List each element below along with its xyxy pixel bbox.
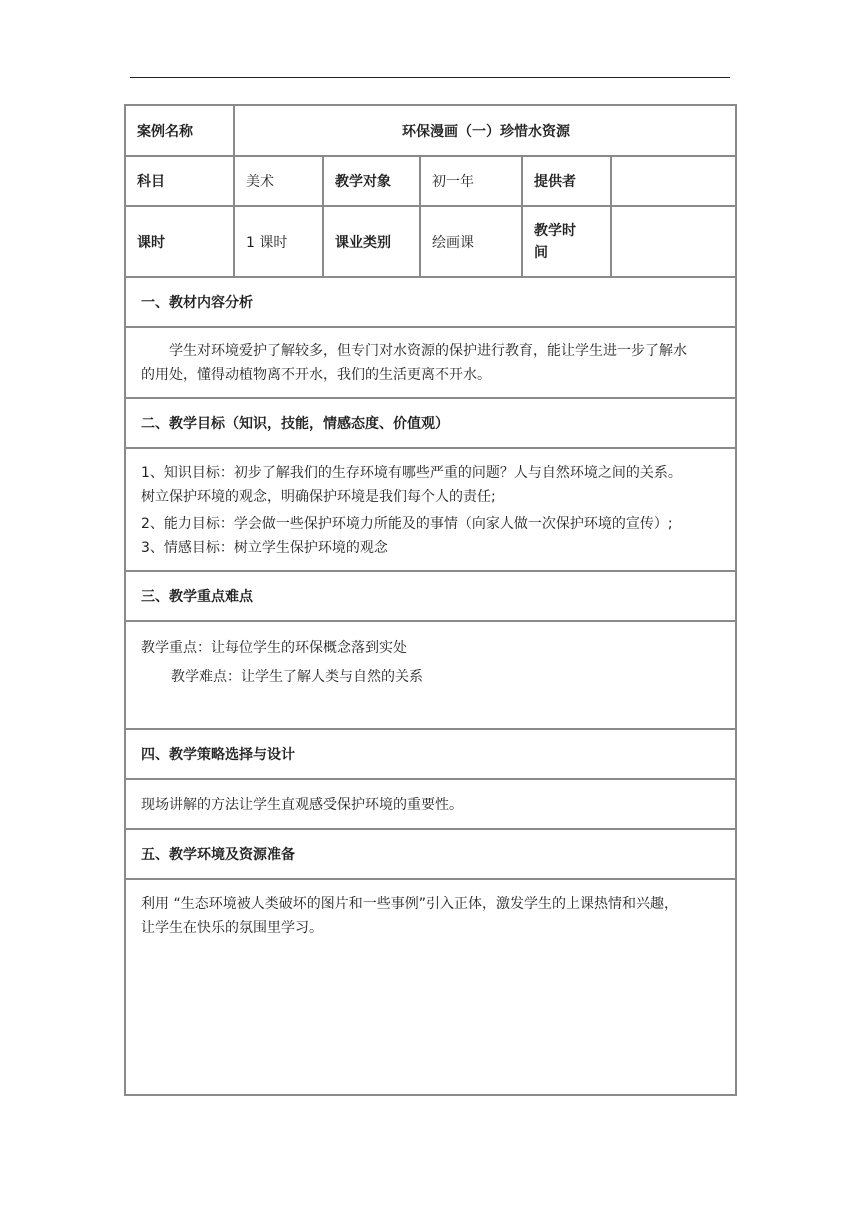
category-label: 课业类别 (324, 207, 421, 276)
section-5-body (126, 880, 735, 1094)
section-3-body (126, 622, 735, 730)
audience-value: 初一年 (421, 157, 523, 205)
section-2-line-2: 树立保护环境的观念，明确保护环境是我们每个人的责任; (141, 489, 496, 505)
category-value: 绘画课 (421, 207, 523, 276)
section-1-body (126, 328, 735, 399)
section-3-line-1: 教学重点：让每位学生的环保概念落到实处 (141, 640, 407, 656)
header-rule (130, 77, 730, 78)
section-4-body (126, 780, 735, 830)
hours-label: 课时 (126, 207, 235, 276)
section-1-line-1: 学生对环境爱护了解较多，但专门对水资源的保护进行教育，能让学生进一步了解水 (169, 343, 687, 359)
teach-time-label-line2: 间 (534, 244, 548, 261)
lesson-plan-table (124, 104, 737, 1096)
section-2-body (126, 449, 735, 572)
case-name-label: 案例名称 (126, 106, 235, 155)
row-subject (126, 157, 735, 207)
subject-label: 科目 (126, 157, 235, 205)
provider-label: 提供者 (523, 157, 612, 205)
hours-value: 1 课时 (235, 207, 324, 276)
section-2-line-4: 3、情感目标：树立学生保护环境的观念 (141, 540, 388, 556)
section-1-line-2: 的用处，懂得动植物离不开水，我们的生活更离不开水。 (141, 367, 491, 383)
section-1-title: 一、教材内容分析 (126, 278, 735, 328)
section-3-line-2: 教学难点：让学生了解人类与自然的关系 (171, 669, 423, 685)
section-2-line-1: 1、知识目标：初步了解我们的生存环境有哪些严重的问题？人与自然环境之间的关系。 (141, 465, 682, 481)
section-4-title: 四、教学策略选择与设计 (126, 730, 735, 780)
provider-value (612, 157, 737, 205)
section-3-title: 三、教学重点难点 (126, 572, 735, 622)
teach-time-label-line1: 教学时 (534, 222, 576, 239)
section-5-title: 五、教学环境及资源准备 (126, 830, 735, 880)
subject-value: 美术 (235, 157, 324, 205)
case-name-value: 环保漫画（一）珍惜水资源 (402, 123, 570, 140)
audience-label: 教学对象 (324, 157, 421, 205)
row-case-name (126, 106, 735, 157)
section-4-line-1: 现场讲解的方法让学生直观感受保护环境的重要性。 (141, 797, 463, 813)
section-5-line-2: 让学生在快乐的氛围里学习。 (141, 920, 323, 936)
teach-time-value (612, 207, 737, 276)
section-2-title: 二、教学目标（知识，技能，情感态度、价值观） (126, 399, 735, 449)
row-hours (126, 207, 735, 278)
teach-time-label (523, 207, 612, 276)
section-2-line-3: 2、能力目标：学会做一些保护环境力所能及的事情（向家人做一次保护环境的宣传）; (141, 516, 673, 532)
section-5-line-1: 利用 “生态环境被人类破坏的图片和一些事例”引入正体，激发学生的上课热情和兴趣， (141, 896, 678, 912)
